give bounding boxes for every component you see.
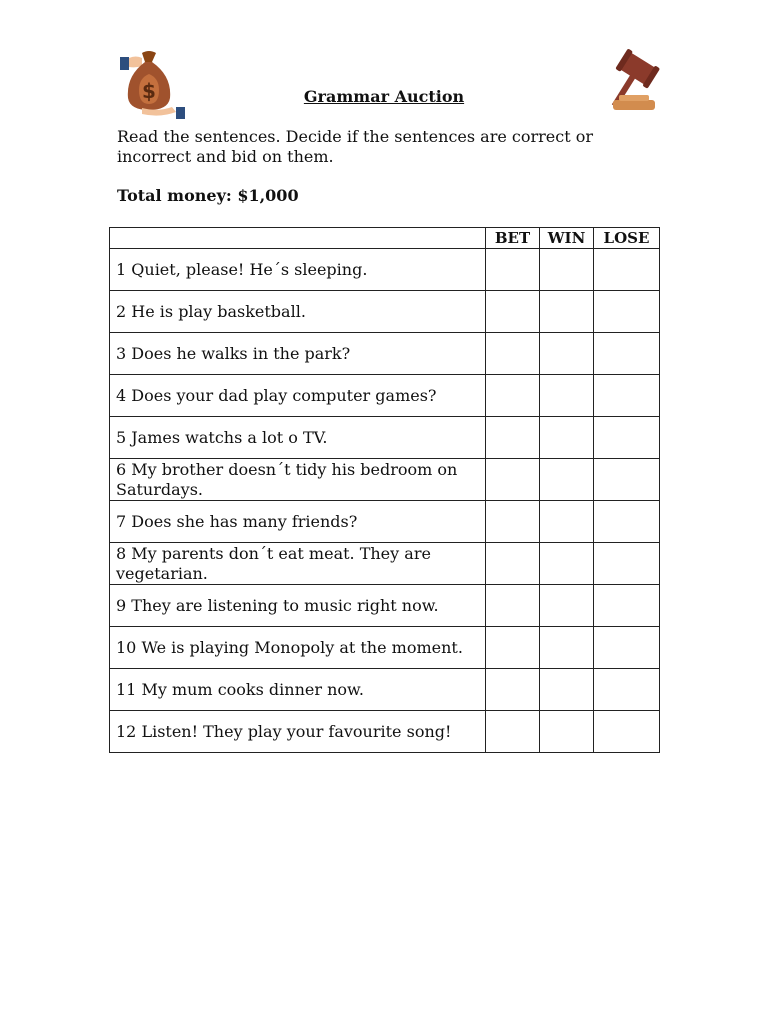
lose-cell[interactable] [594,249,660,291]
sentence-cell: 2 He is play basketball. [110,291,486,333]
table-row [110,249,660,291]
sentence-cell: 4 Does your dad play computer games? [110,375,486,417]
sentence-cell: 6 My brother doesn´t tidy his bedroom on Saturdays. [110,459,486,501]
bet-cell[interactable] [486,417,540,459]
lose-cell[interactable] [594,333,660,375]
lose-cell[interactable] [594,291,660,333]
auction-table [109,227,660,753]
sentence-cell: 10 We is playing Monopoly at the moment. [110,627,486,669]
instructions: Read the sentences. Decide if the sentences are correct or incorrect and bid on them. [117,127,594,166]
sentence-cell: 9 They are listening to music right now. [110,585,486,627]
table-row [110,291,660,333]
sentence-cell: 1 Quiet, please! He´s sleeping. [110,249,486,291]
lose-cell[interactable] [594,711,660,753]
win-cell[interactable] [540,543,594,585]
lose-cell[interactable] [594,501,660,543]
win-cell[interactable] [540,417,594,459]
bet-cell[interactable] [486,543,540,585]
sentence-cell: 3 Does he walks in the park? [110,333,486,375]
lose-cell[interactable] [594,375,660,417]
win-cell[interactable] [540,249,594,291]
lose-cell[interactable] [594,585,660,627]
table-row [110,543,660,585]
table-row [110,501,660,543]
win-cell[interactable] [540,291,594,333]
sentence-cell: 12 Listen! They play your favourite song! [110,711,486,753]
lose-cell[interactable] [594,627,660,669]
win-cell[interactable] [540,585,594,627]
header-lose: LOSE [594,228,660,249]
bet-cell[interactable] [486,669,540,711]
win-cell[interactable] [540,669,594,711]
sentence-cell: 11 My mum cooks dinner now. [110,669,486,711]
page-title: Grammar Auction [303,87,465,106]
money-bag-icon [116,46,192,122]
svg-text:$: $ [142,79,156,103]
sentence-cell: 8 My parents don´t eat meat. They are vegetarian. [110,543,486,585]
bet-cell[interactable] [486,375,540,417]
win-cell[interactable] [540,333,594,375]
win-cell[interactable] [540,711,594,753]
lose-cell[interactable] [594,669,660,711]
table-row [110,333,660,375]
win-cell[interactable] [540,459,594,501]
lose-cell[interactable] [594,459,660,501]
bet-cell[interactable] [486,585,540,627]
bet-cell[interactable] [486,711,540,753]
header-row [110,228,660,249]
table-row [110,375,660,417]
table-row [110,627,660,669]
bet-cell[interactable] [486,291,540,333]
header-win: WIN [540,228,594,249]
win-cell[interactable] [540,501,594,543]
total-money: Total money: $1,000 [117,186,299,205]
lose-cell[interactable] [594,543,660,585]
table-row [110,585,660,627]
bet-cell[interactable] [486,333,540,375]
bet-cell[interactable] [486,459,540,501]
header-sentence [110,228,486,249]
table-row [110,669,660,711]
table-row [110,417,660,459]
win-cell[interactable] [540,627,594,669]
sentence-cell: 5 James watchs a lot o TV. [110,417,486,459]
lose-cell[interactable] [594,417,660,459]
header-bet: BET [486,228,540,249]
table-row [110,459,660,501]
win-cell[interactable] [540,375,594,417]
bet-cell[interactable] [486,501,540,543]
table-row [110,711,660,753]
sentence-cell: 7 Does she has many friends? [110,501,486,543]
bet-cell[interactable] [486,627,540,669]
bet-cell[interactable] [486,249,540,291]
